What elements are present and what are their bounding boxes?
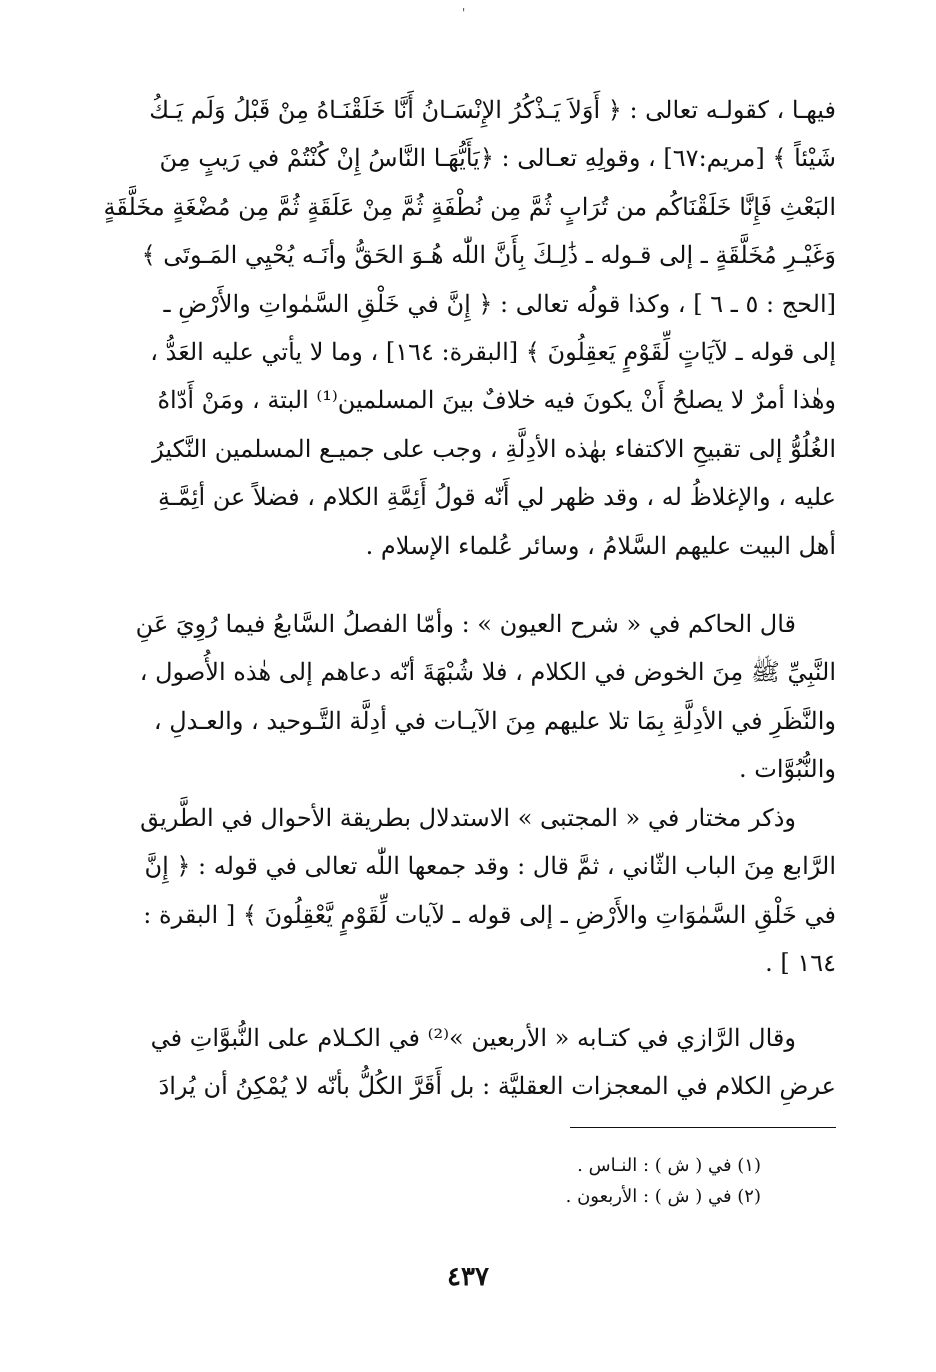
- footnote-2: (٢) في ( ش ) : الأربعون .: [565, 1186, 761, 1207]
- paragraph-4: [103, 1014, 836, 1111]
- footnote-1: (١) في ( ش ) : النـاس .: [577, 1155, 761, 1176]
- footnotes: [361, 1150, 761, 1212]
- text-line: النَّبِيِّ ﷺ مِنَ الخوض في الكلام ، فلا شُبْهَةَ أنّه دعاهم إلى هٰذه الأُصول ،: [139, 658, 836, 687]
- text-line: البَعْثِ فَإِنَّا خَلَقْنَاكُم من تُرَابٍ ثُمَّ مِن نُطْفَةٍ ثُمَّ مِنْ عَلَقَةٍ ثُمَّ مِن مُضْغَةٍ مخَلَّقَةٍ: [103, 192, 836, 221]
- text-line: شَيْئاً ﴾ [مريم:٦٧] ، وقولِهِ تعـالى : ﴿يَأَيُّهَـا النَّاسُ إِنْ كُنْتُمْ في رَيبٍ مِنَ: [159, 144, 836, 173]
- text-line: [الحج : ٥ ـ ٦ ] ، وكذا قولُه تعالى : ﴿ إِنَّ في خَلْقِ السَّمٰواتِ والأَرْضِ ـ: [163, 289, 836, 318]
- footnote-divider: [570, 1127, 836, 1128]
- text-line: عليه ، والإغلاظُ له ، وقد ظهر لي أَنّه قولُ أَئِمَّةِ الكلام ، فضلاً عن أئِمَّـةِ: [158, 483, 836, 512]
- page-number: ٤٣٧: [447, 1262, 489, 1292]
- top-mark: ': [462, 6, 466, 20]
- text-line: والنَّظَرِ في الأدِلَّةِ بِمَا تلا عليهم مِنَ الآيـات في أدِلَّة التَّـوحيد ، والعـدلِ ،: [153, 706, 836, 735]
- text-line: قال الحاكم في « شرح العيون » : وأمّا الفصلُ السَّابعُ فيما رُوِيَ عَنِ: [135, 610, 796, 638]
- text-line: فيهـا ، كقولـه تعالى : ﴿ أَوَلاَ يَـذْكُرُ الإِنْسَـانُ أَنَّا خَلَقْنَـاهُ مِنْ قَبْلُ وَلَم يَـكُ: [149, 96, 836, 124]
- text-line: وهٰذا أمرٌ لا يصلحُ أَنْ يكونَ فيه خلافٌ بينَ المسلمين⁽¹⁾ البتة ، ومَنْ أَدّاهُ: [157, 386, 836, 415]
- text-line: أهل البيت عليهم السَّلامُ ، وسائر عُلماء الإسلام .: [365, 531, 836, 560]
- text-line: ١٦٤ ] .: [765, 949, 836, 978]
- text-line: والنُّبُوَّات .: [739, 755, 836, 784]
- text-line: وقال الرَّازي في كتـابه « الأربعين »⁽²⁾ في الكـلام على النُّبوَّاتِ في: [150, 1024, 796, 1052]
- paragraph-1: [103, 86, 836, 570]
- paragraph-2: [103, 600, 836, 794]
- text-line: إلى قوله ـ لآيَاتٍ لِّقَوْمٍ يَعقِلُونَ ﴾ [البقرة: ١٦٤] ، وما لا يأتي عليه العَدُّ ،: [150, 338, 836, 367]
- text-line: في خَلْقِ السَّمٰوَاتِ والأَرْضِ ـ إلى قوله ـ لآيات لِّقَوْمٍ يَّعْقِلُونَ ﴾ [ البقرة :: [143, 900, 836, 929]
- text-line: وَغَيْـرِ مُخَلَّقَةٍ ـ إلى قـوله ـ ذَٰلِـكَ بِأَنَّ اللّٰه هُـوَ الحَقُّ وأنَـه يُحْيِي المَـوتَى ﴾: [141, 241, 836, 270]
- paragraph-3: [103, 794, 836, 988]
- text-line: الرَّابع مِنَ الباب الثّاني ، ثمَّ قال : وقد جمعها اللّٰه تعالى في قوله : ﴿ إِنَّ: [144, 852, 836, 881]
- text-line: عرضِ الكلام في المعجزات العقليَّة : بل أَقَرَّ الكُلُّ بأنّه لا يُمْكِنُ أن يُرادَ: [158, 1072, 836, 1101]
- text-line: وذكر مختار في « المجتبى » الاستدلال بطريقة الأحوال في الطَّريق: [140, 804, 796, 832]
- text-line: الغُلُوُّ إلى تقبيحِ الاكتفاء بهٰذه الأدِلَّةِ ، وجب على جميـع المسلمين النَّكيرُ: [152, 434, 836, 463]
